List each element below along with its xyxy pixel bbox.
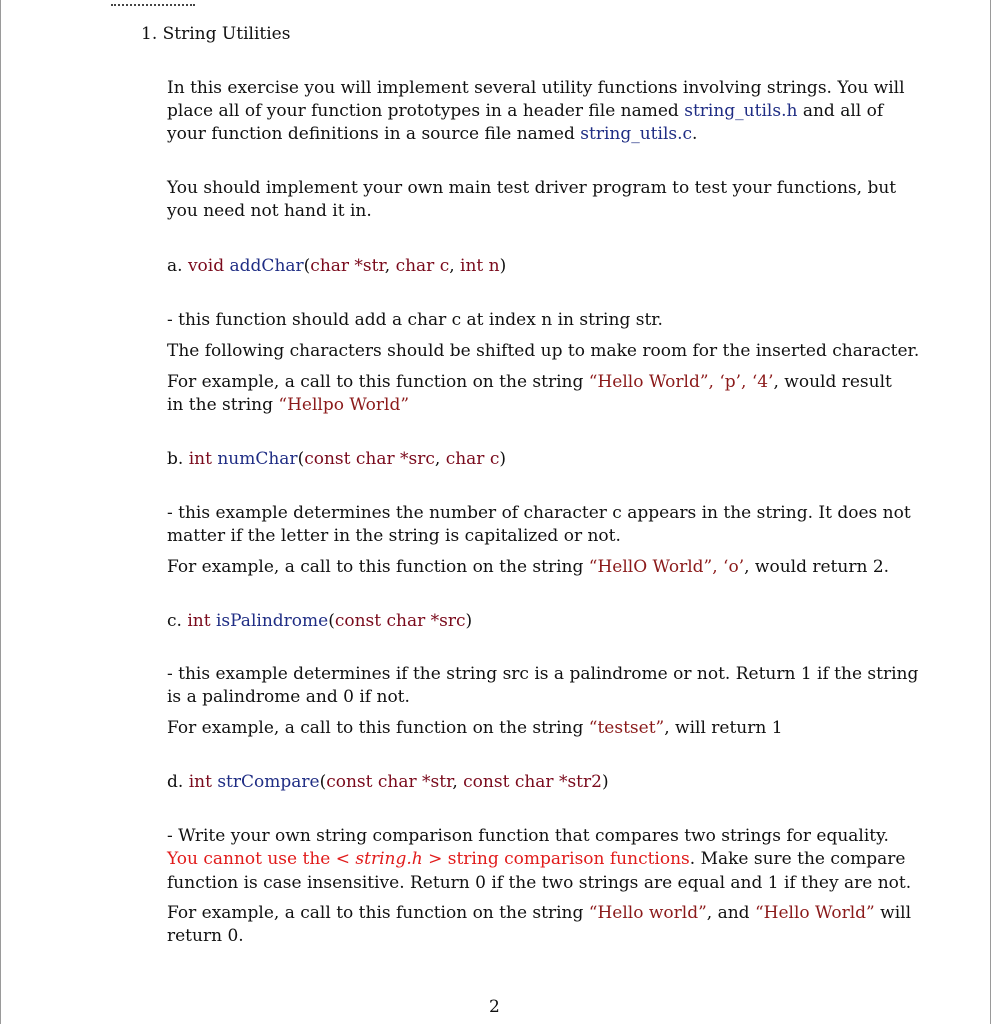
item-b-desc-2 [167, 525, 621, 547]
item-label: b. [167, 449, 184, 469]
function-name: isPalindrome [215, 611, 329, 631]
return-type: int [187, 611, 211, 631]
desc-text: return 0. [167, 926, 244, 946]
desc-text: matter if the letter in the string is capitalized or not. [167, 526, 621, 546]
intro-p2-line-2 [167, 200, 372, 222]
param: char c [395, 256, 450, 276]
item-d-desc-5 [167, 925, 244, 947]
header-file-name: string_utils.h [684, 101, 798, 121]
warning-header-name: string.h [355, 849, 423, 869]
paren: ( [319, 772, 327, 792]
desc-text: function is case insensitive. Return 0 if the two strings are equal and 1 if they are not. [167, 873, 912, 893]
intro-line-3 [167, 123, 697, 145]
section-title-text: String Utilities [162, 24, 291, 44]
example-string: “Hello World” [754, 903, 875, 923]
paren: ) [465, 611, 473, 631]
example-string: “testset” [588, 718, 665, 738]
desc-text: For example, a call to this function on the string [167, 557, 589, 577]
item-a-signature [167, 255, 506, 277]
item-label: a. [167, 256, 183, 276]
item-c-desc-1 [167, 663, 918, 685]
desc-text: - this function should add a char c at index n in string str. [167, 310, 663, 330]
return-type: int [188, 449, 212, 469]
example-string: “Hello World”, ‘p’, ‘4’ [588, 372, 774, 392]
param: int n [460, 256, 500, 276]
desc-text: will [874, 903, 912, 923]
item-d-signature [167, 771, 609, 793]
desc-text: . Make sure the compare [689, 849, 906, 869]
paren: ) [499, 449, 506, 469]
param: const char *str2 [463, 772, 602, 792]
item-a-desc-2 [167, 340, 919, 362]
desc-text: , would return 2. [744, 557, 890, 577]
warning-text: > string comparison functions [422, 849, 690, 869]
paren: ) [601, 772, 609, 792]
item-a-desc-3 [167, 371, 892, 393]
function-name: addChar [229, 256, 304, 276]
section-number: 1. [141, 24, 158, 44]
example-string: “Hello world” [588, 903, 707, 923]
intro-text: place all of your function prototypes in a header file named [167, 101, 685, 121]
separator: , [434, 449, 446, 469]
intro-p2-line-1 [167, 177, 896, 199]
page-number: 2 [489, 997, 500, 1017]
desc-text: - this example determines the number of character c appears in the string. It does not [167, 503, 911, 523]
item-label: d. [167, 772, 184, 792]
example-string: “Hellpo World” [278, 395, 410, 415]
desc-text: is a palindrome and 0 if not. [167, 687, 410, 707]
param: const char *src [304, 449, 435, 469]
desc-text: , will return 1 [664, 718, 783, 738]
section-title [141, 23, 290, 45]
desc-text: For example, a call to this function on the string [167, 903, 589, 923]
intro-line-2 [167, 100, 883, 122]
intro-text: You should implement your own main test driver program to test your functions, but [167, 178, 897, 198]
clipped-heading-remnant [111, 0, 195, 6]
desc-text: - Write your own string comparison function that compares two strings for equality. [167, 826, 889, 846]
item-b-desc-3 [167, 556, 889, 578]
item-a-desc-4 [167, 394, 409, 416]
desc-text: , would result [773, 372, 892, 392]
warning-text: You cannot use the < [167, 849, 356, 869]
item-c-desc-3 [167, 717, 783, 739]
desc-text: , and [706, 903, 755, 923]
function-name: numChar [217, 449, 298, 469]
source-file-name: string_utils.c [580, 124, 693, 144]
intro-text: you need not hand it in. [167, 201, 372, 221]
param: char c [445, 449, 500, 469]
example-string: “HellO World”, ‘o’ [588, 557, 745, 577]
item-d-desc-1 [167, 825, 889, 847]
param: const char *str [326, 772, 453, 792]
return-type: void [187, 256, 225, 276]
paren: ( [303, 256, 311, 276]
desc-text: The following characters should be shifted up to make room for the inserted character. [167, 341, 920, 361]
param: const char *src [334, 611, 466, 631]
intro-text: . [692, 124, 698, 144]
separator: , [452, 772, 464, 792]
item-a-desc-1 [167, 309, 663, 331]
param: char *str [310, 256, 385, 276]
item-c-desc-2 [167, 686, 410, 708]
separator: , [384, 256, 396, 276]
paren: ) [499, 256, 507, 276]
item-d-desc-2 [167, 848, 905, 870]
desc-text: - this example determines if the string src is a palindrome or not. Return 1 if the string [167, 664, 919, 684]
paren: ( [328, 611, 335, 631]
separator: , [449, 256, 461, 276]
intro-text: In this exercise you will implement several utility functions involving strings. You will [167, 78, 905, 98]
return-type: int [188, 772, 212, 792]
paren: ( [297, 449, 305, 469]
desc-text: For example, a call to this function on the string [167, 372, 589, 392]
desc-text: in the string [167, 395, 279, 415]
desc-text: For example, a call to this function on the string [167, 718, 589, 738]
item-c-signature [167, 610, 472, 632]
item-label: c. [167, 611, 182, 631]
item-d-desc-4 [167, 902, 911, 924]
item-d-desc-3 [167, 872, 911, 894]
item-b-desc-1 [167, 502, 911, 524]
intro-text: your function definitions in a source file named [167, 124, 581, 144]
function-name: strCompare [217, 772, 320, 792]
item-b-signature [167, 448, 506, 470]
intro-line-1 [167, 77, 905, 99]
intro-text: and all of [797, 101, 884, 121]
